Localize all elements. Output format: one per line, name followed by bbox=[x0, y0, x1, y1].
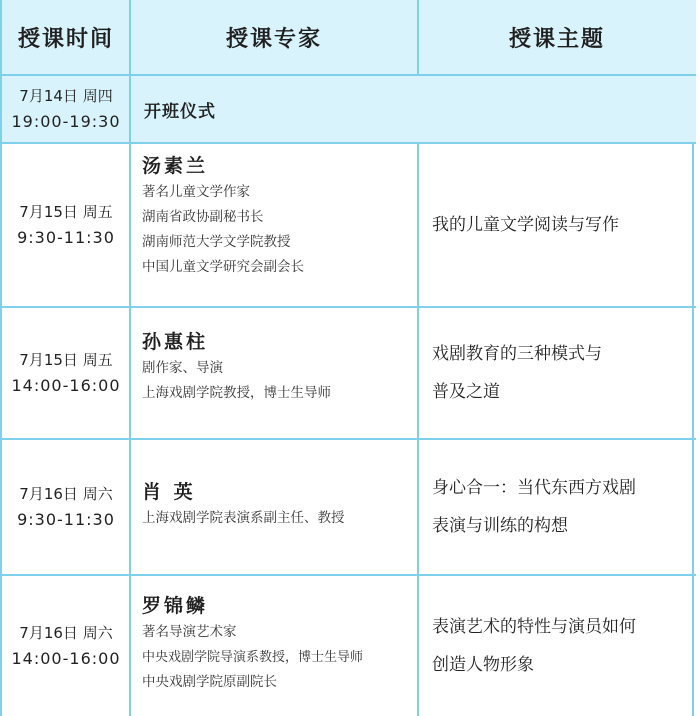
expert-title: 中国儿童文学研究会副会长 bbox=[142, 259, 304, 275]
topic-line: 身心合一：当代东西方戏剧 bbox=[432, 478, 636, 498]
expert-name: 汤素兰 bbox=[142, 155, 209, 177]
expert-title: 湖南省政协副秘书长 bbox=[142, 209, 264, 225]
expert-title: 上海戏剧学院表演系副主任、教授 bbox=[142, 510, 345, 526]
session-date: 7月15日 周五 bbox=[19, 351, 113, 369]
expert-title: 上海戏剧学院教授，博士生导师 bbox=[142, 385, 331, 401]
column-divider bbox=[417, 576, 419, 716]
column-divider bbox=[129, 76, 131, 142]
expert-cell bbox=[130, 440, 418, 574]
session-date: 7月15日 周五 bbox=[19, 203, 113, 221]
topic-cell bbox=[418, 576, 696, 716]
table-row bbox=[2, 308, 696, 438]
expert-name: 孙惠柱 bbox=[142, 331, 209, 353]
column-divider bbox=[129, 440, 131, 574]
column-divider bbox=[129, 308, 131, 438]
session-time-cell bbox=[2, 308, 130, 438]
table-row-opening bbox=[2, 76, 696, 142]
opening-ceremony-label: 开班仪式 bbox=[144, 101, 216, 122]
expert-title: 著名导演艺术家 bbox=[142, 624, 237, 640]
expert-title: 剧作家、导演 bbox=[142, 360, 223, 376]
topic-line: 表演艺术的特性与演员如何 bbox=[432, 617, 636, 637]
session-time-cell bbox=[2, 144, 130, 306]
session-clock: 9:30-11:30 bbox=[17, 228, 115, 247]
topic-line: 创造人物形象 bbox=[432, 655, 534, 675]
header-topic: 授课主题 bbox=[508, 26, 605, 52]
expert-title: 湖南师范大学文学院教授 bbox=[142, 234, 291, 250]
session-time-cell bbox=[2, 576, 130, 716]
expert-cell bbox=[130, 576, 418, 716]
session-time-cell bbox=[2, 76, 130, 142]
session-time-cell bbox=[2, 440, 130, 574]
expert-title: 中央戏剧学院导演系教授，博士生导师 bbox=[142, 650, 364, 665]
topic-cell bbox=[418, 308, 696, 438]
column-divider bbox=[129, 576, 131, 716]
topic-line: 我的儿童文学阅读与写作 bbox=[432, 215, 619, 235]
session-date: 7月16日 周六 bbox=[19, 624, 113, 642]
expert-cell bbox=[130, 144, 418, 306]
table-row bbox=[2, 576, 696, 716]
expert-cell bbox=[130, 308, 418, 438]
topic-line: 戏剧教育的三种模式与 bbox=[432, 344, 602, 364]
column-divider bbox=[417, 440, 419, 574]
column-divider bbox=[129, 144, 131, 306]
session-date: 7月16日 周六 bbox=[19, 485, 113, 503]
header-time: 授课时间 bbox=[17, 26, 114, 52]
expert-name: 罗锦鳞 bbox=[142, 595, 209, 617]
topic-line: 表演与训练的构想 bbox=[432, 516, 568, 536]
session-date: 7月14日 周四 bbox=[19, 87, 113, 105]
column-divider bbox=[417, 308, 419, 438]
column-divider bbox=[417, 0, 419, 74]
topic-line: 普及之道 bbox=[432, 382, 500, 402]
session-clock: 9:30-11:30 bbox=[17, 510, 115, 529]
expert-title: 著名儿童文学作家 bbox=[142, 184, 250, 200]
column-divider bbox=[417, 144, 419, 306]
table-row bbox=[2, 144, 696, 306]
column-divider bbox=[129, 0, 131, 74]
table-row bbox=[2, 440, 696, 574]
table-header bbox=[2, 0, 696, 74]
session-clock: 14:00-16:00 bbox=[11, 649, 121, 668]
topic-cell bbox=[418, 144, 696, 306]
expert-title: 中央戏剧学院原副院长 bbox=[142, 674, 277, 690]
header-expert: 授课专家 bbox=[225, 26, 322, 52]
expert-name: 肖 英 bbox=[142, 481, 196, 503]
session-clock: 14:00-16:00 bbox=[11, 376, 121, 395]
session-clock: 19:00-19:30 bbox=[11, 112, 121, 131]
topic-cell bbox=[418, 440, 696, 574]
